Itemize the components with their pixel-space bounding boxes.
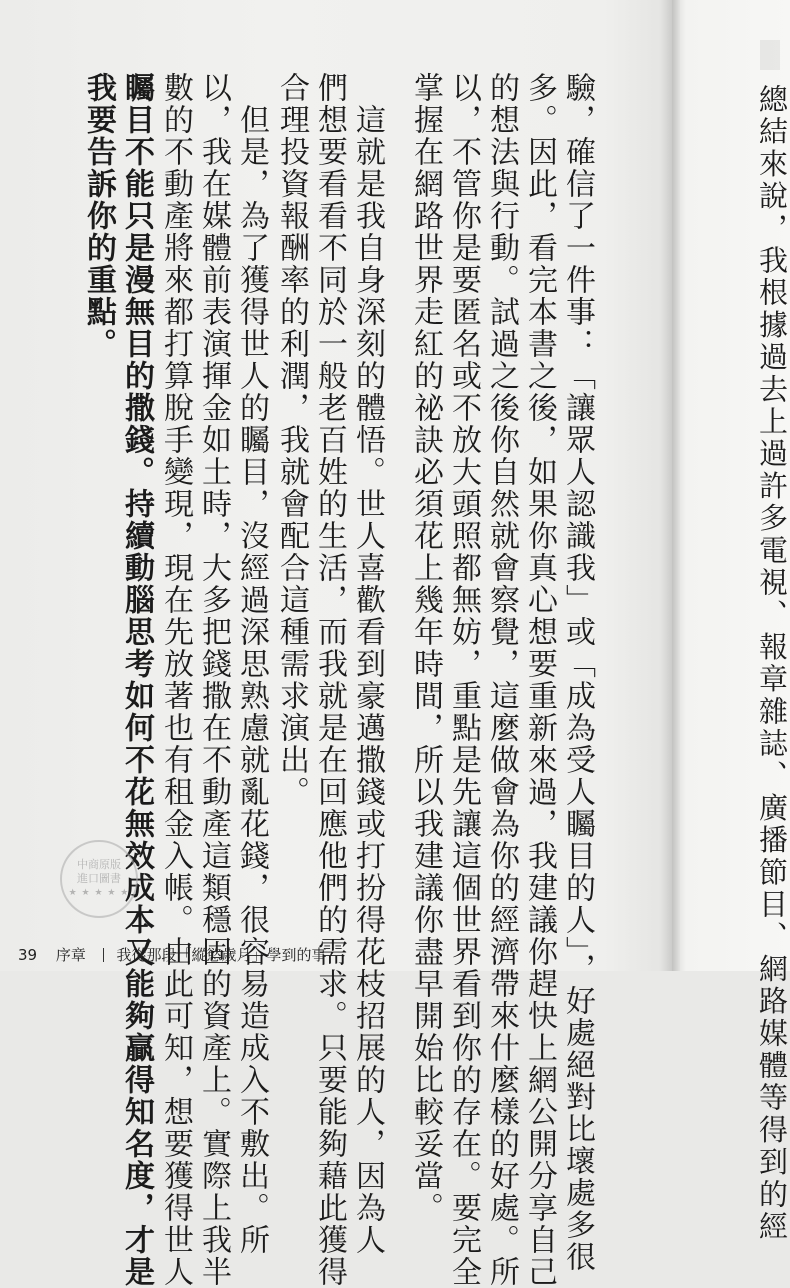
page-number: 39 xyxy=(18,946,38,964)
text-column-3: 的想法與行動。試過之後你自然就會察覺，這麼做會為你的經濟帶來什麼樣的好處。所 xyxy=(484,72,519,1288)
text-column-8: 合理投資報酬率的利潤，我就會配合這種需求演出。 xyxy=(274,72,309,808)
text-column-9: 但是，為了獲得世人的矚目，沒經過深思熟慮就亂花錢，很容易造成入不敷出。所 xyxy=(234,72,269,1256)
text-column-5: 掌握在網路世界走紅的祕訣必須花上幾年時間，所以我建議你盡早開始比較妥當。 xyxy=(408,72,443,1224)
text-column-1: 驗，確信了一件事：「讓眾人認識我」或「成為受人矚目的人」，好處絕對比壞處多很 xyxy=(560,72,595,1273)
stamp-line-1: 中商原版 xyxy=(77,858,121,871)
footer-divider xyxy=(103,948,104,962)
bleed-through-mark xyxy=(760,40,780,70)
chapter-label: 序章 xyxy=(55,946,86,964)
stamp-line-2: 進口圖書 xyxy=(77,872,121,885)
page-footer xyxy=(18,944,326,965)
text-column-2: 多。因此，看完本書之後，如果你真心想要重新來過，我建議你趕快上網公開分享自己 xyxy=(522,72,557,1288)
chapter-title: 我從那段「縱慾歲月」學到的事 xyxy=(116,946,327,964)
book-gutter xyxy=(660,0,680,971)
text-column-6: 這就是我自身深刻的體悟。世人喜歡看到豪邁撒錢或打扮得花枝招展的人，因為人 xyxy=(350,72,385,1256)
right-page-column: 總結來說，我根據過去上過許多電視、報章雜誌、廣播節目、網路媒體等得到的經 xyxy=(755,84,789,1244)
text-column-13-bold: 我要告訴你的重點。 xyxy=(81,72,116,360)
text-column-12-bold: 矚目不能只是漫無目的撒錢。持續動腦思考如何不花無效成本又能夠贏得知名度，才是 xyxy=(119,72,154,1288)
text-column-11: 數的不動產將來都打算脫手變現，現在先放著也有租金入帳。由此可知，想要獲得世人 xyxy=(158,72,193,1288)
stamp-stars: ★ ★ ★ ★ ★ xyxy=(68,888,130,898)
text-column-7: 們想要看看不同於一般老百姓的生活，而我就是在回應他們的需求。只要能夠藉此獲得 xyxy=(312,72,347,1288)
text-column-4: 以，不管你是要匿名或不放大頭照都無妨，重點是先讓這個世界看到你的存在。要完全 xyxy=(446,72,481,1288)
text-column-10: 以，我在媒體前表演揮金如土時，大多把錢撒在不動產這類穩固的資產上。實際上我半 xyxy=(196,72,231,1288)
watermark-stamp xyxy=(60,840,138,918)
